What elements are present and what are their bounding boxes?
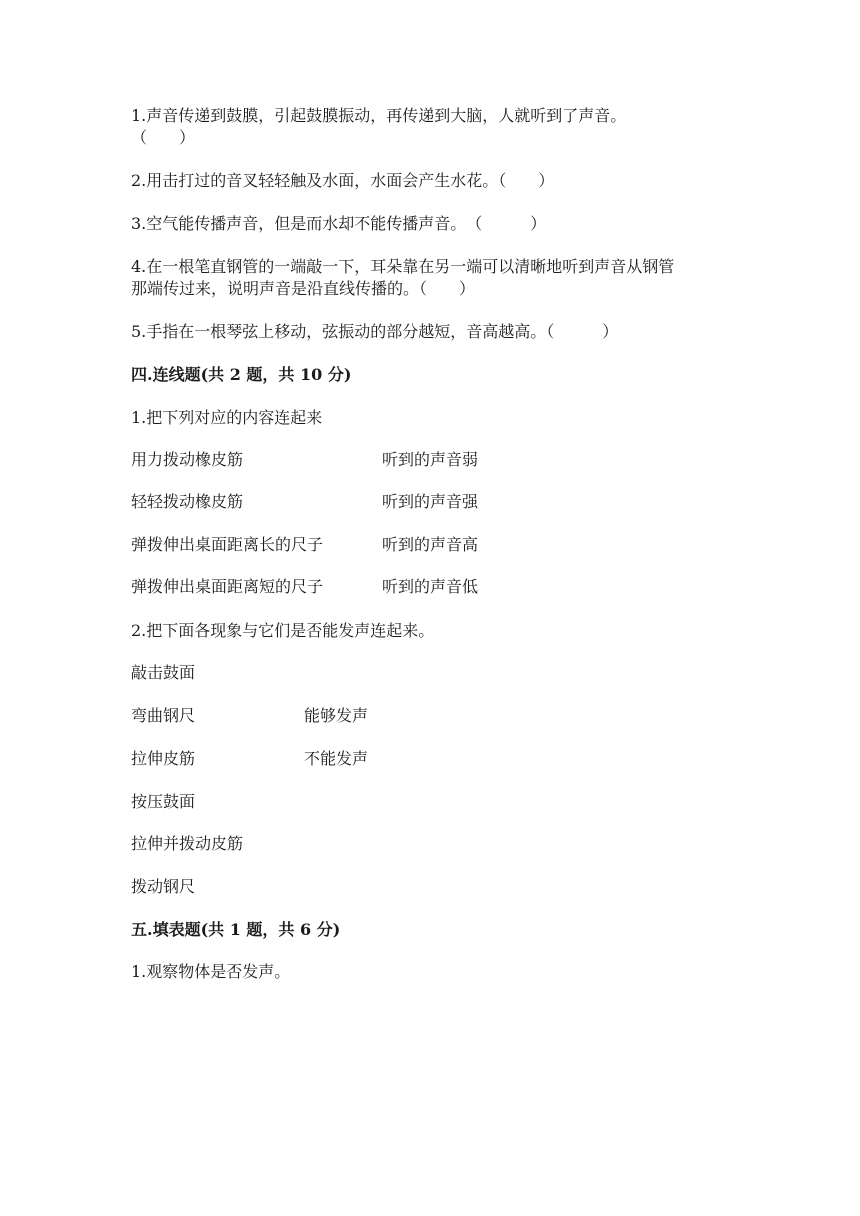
tf-question-3: 3.空气能传播声音，但是而水却不能传播声音。 （ ） [131,214,547,233]
matching-q1-right-item: 听到的声音弱 [382,450,479,469]
tf-question-4-line-1: 4.在一根笔直钢管的一端敲一下，耳朵靠在另一端可以清晰地听到声音从钢管 [131,257,675,276]
tf-question-5: 5.手指在一根琴弦上移动，弦振动的部分越短，音高越高。（ ） [131,322,619,341]
matching-q1-right-item: 听到的声音强 [382,492,479,511]
matching-q2-left-item: 拉伸并拨动皮筋 [131,834,244,853]
matching-q1-left-item: 轻轻拨动橡皮筋 [131,492,244,511]
section-4-title: 四.连线题(共 2 题，共 10 分) [131,365,352,384]
matching-q2-left-item: 敲击鼓面 [131,663,196,682]
matching-q1-right-item: 听到的声音低 [382,577,479,596]
matching-q1-prompt: 1.把下列对应的内容连起来 [131,408,323,427]
section-5-title: 五.填表题(共 1 题，共 6 分) [131,920,341,939]
matching-q2-left-item: 拉伸皮筋 [131,749,196,768]
tf-question-4-line-2: 那端传过来，说明声音是沿直线传播的。（ ） [131,279,476,298]
tf-question-1-line-1: 1.声音传递到鼓膜，引起鼓膜振动，再传递到大脑，人就听到了声音。 [131,106,627,125]
matching-q1-left-item: 弹拨伸出桌面距离短的尺子 [131,577,324,596]
tf-question-1-answer-blank: （ ） [131,128,196,147]
matching-q1-left-item: 弹拨伸出桌面距离长的尺子 [131,535,324,554]
matching-q1-left-item: 用力拨动橡皮筋 [131,450,244,469]
matching-q2-left-item: 拨动钢尺 [131,877,196,896]
matching-q2-left-item: 弯曲钢尺 [131,706,196,725]
matching-q1-right-item: 听到的声音高 [382,535,479,554]
matching-q2-right-item: 不能发声 [304,749,369,768]
table-q1-prompt: 1.观察物体是否发声。 [131,962,291,981]
matching-q2-left-item: 按压鼓面 [131,792,196,811]
matching-q2-prompt: 2.把下面各现象与它们是否能发声连起来。 [131,621,435,640]
matching-q2-right-item: 能够发声 [304,706,369,725]
tf-question-2: 2.用击打过的音叉轻轻触及水面，水面会产生水花。（ ） [131,171,555,190]
